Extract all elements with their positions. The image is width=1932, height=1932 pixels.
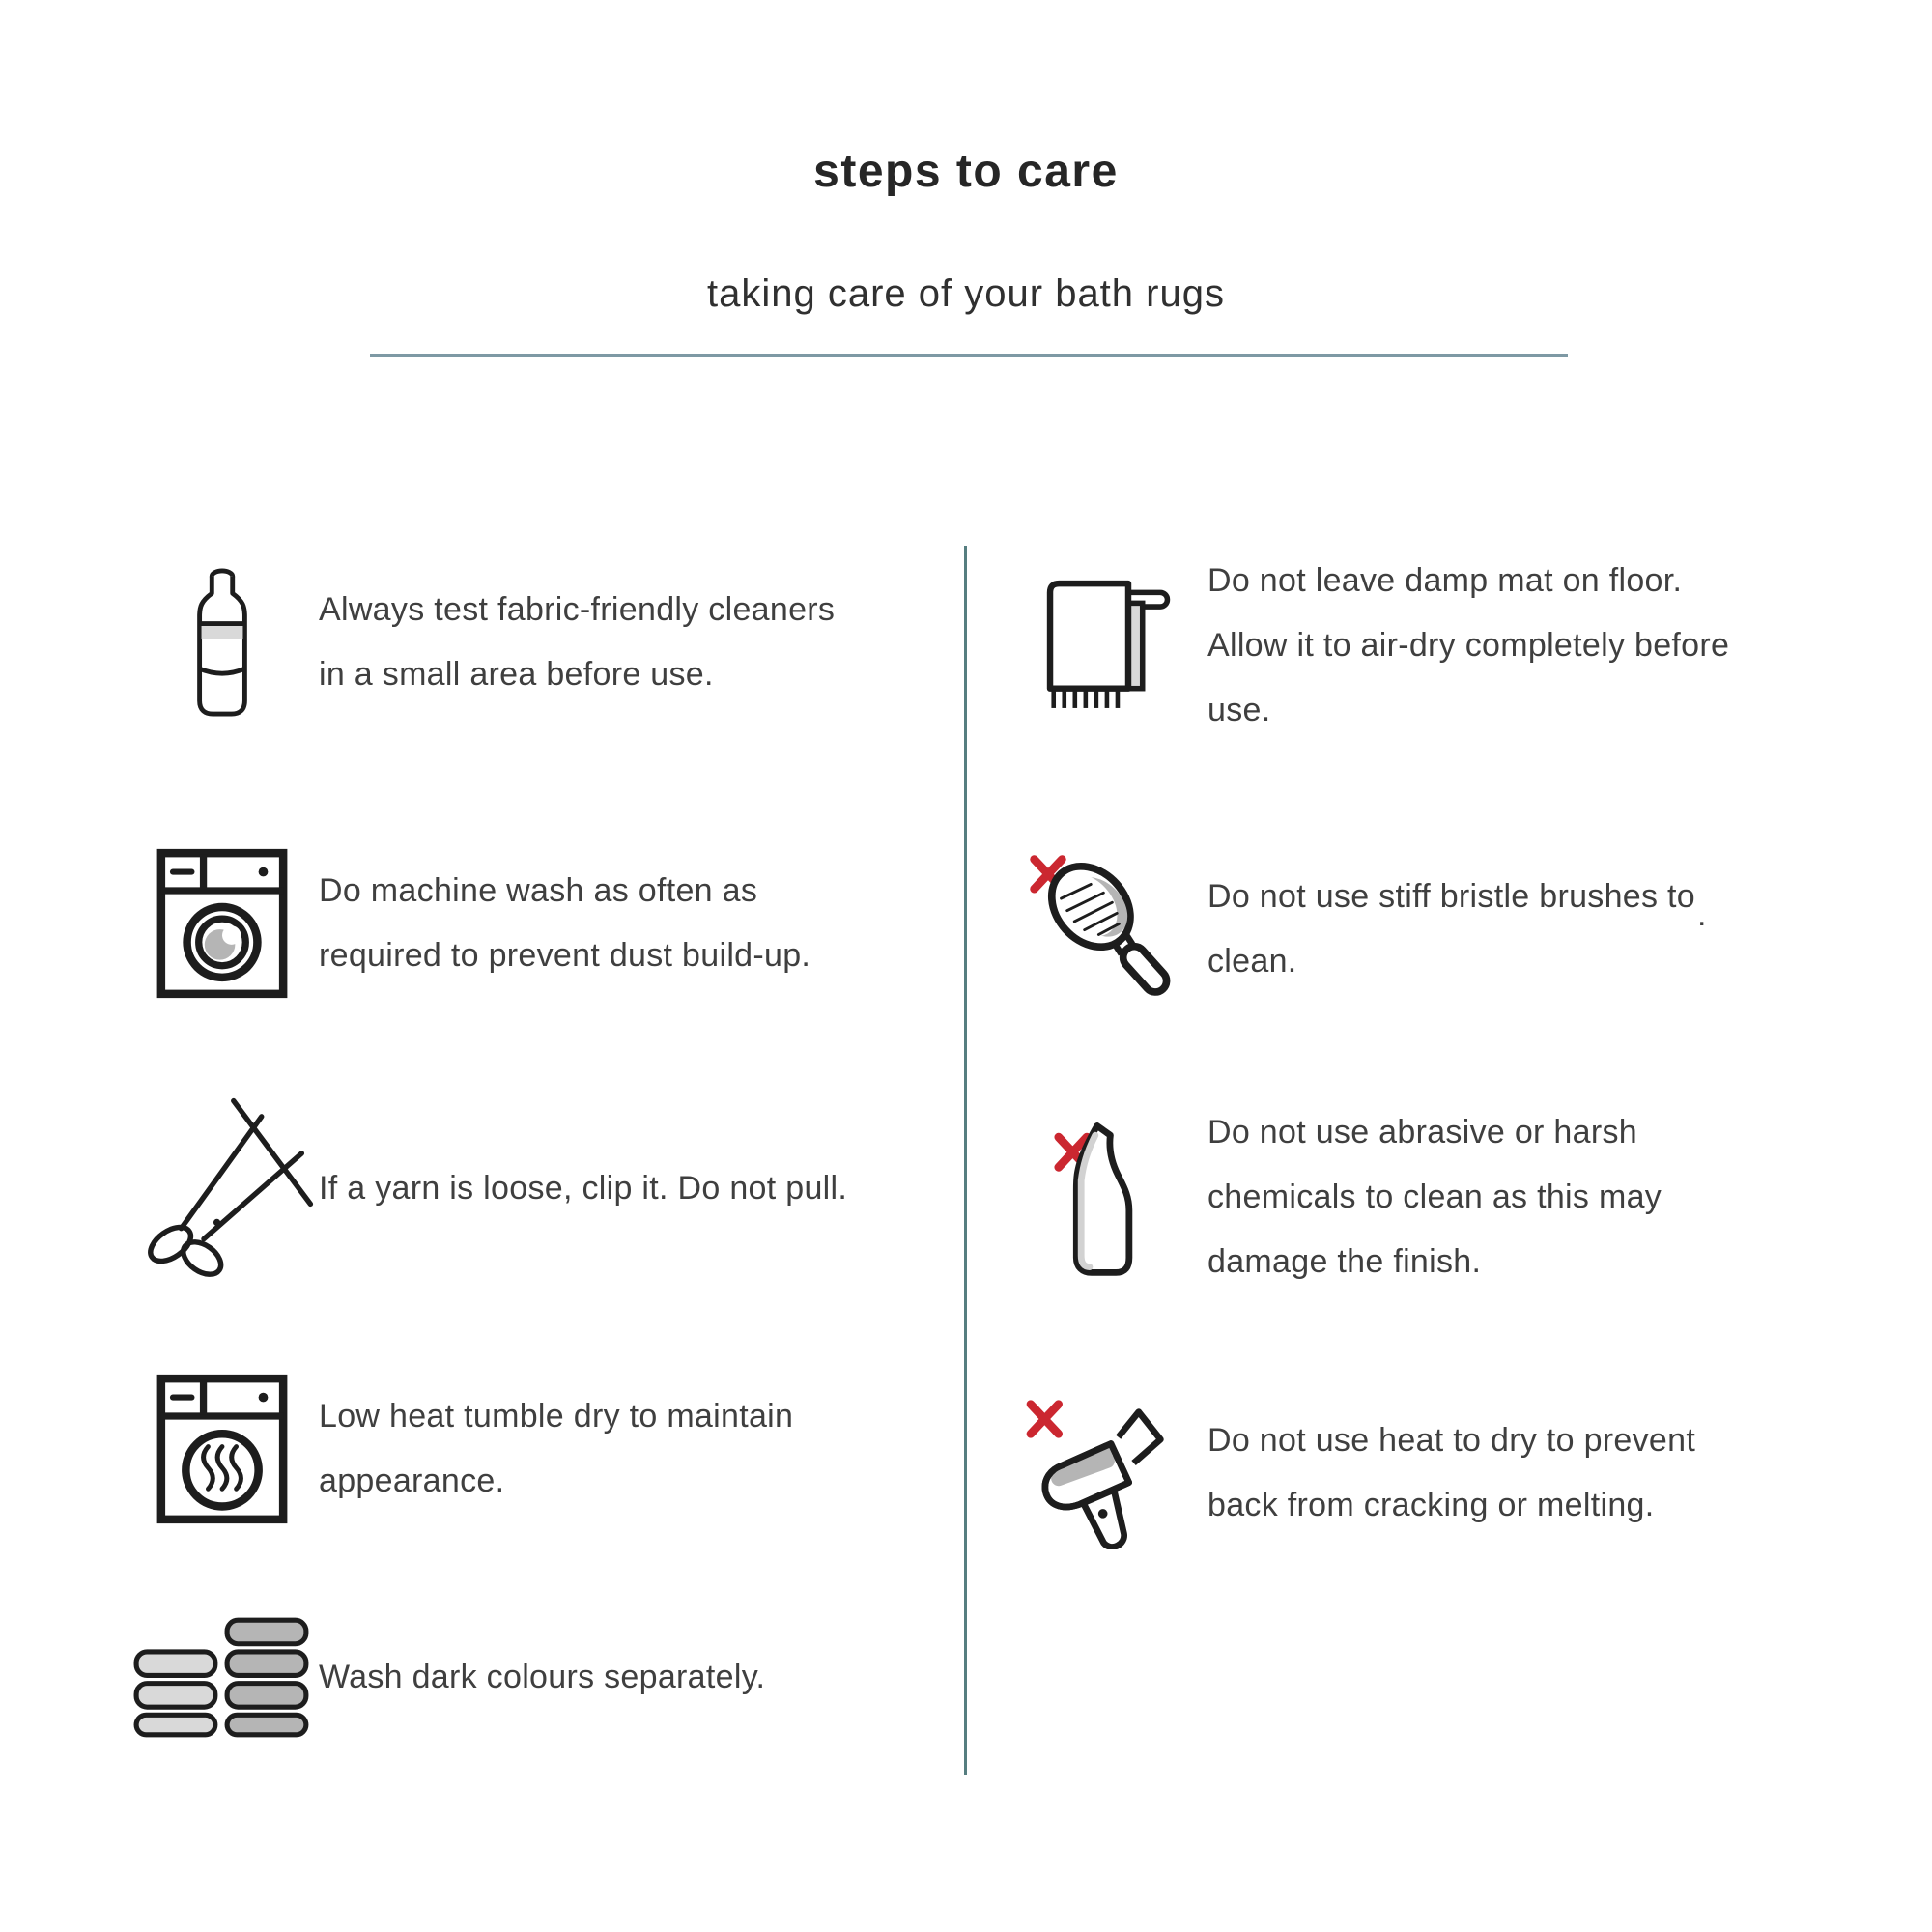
text-line: required to prevent dust build-up. [319,937,811,974]
care-step-no-heat-dry [1005,1397,1922,1549]
text-line: chemicals to clean as this may [1208,1178,1662,1215]
care-step-machine-wash [126,846,966,1001]
stray-dot: . [1697,896,1707,933]
chemical-bottle-icon [1005,1114,1208,1280]
text-line: in a small area before use. [319,656,714,693]
bristle-brush-icon [1005,848,1208,1010]
care-step-clip-yarn [126,1094,966,1283]
text-line: appearance. [319,1463,505,1499]
cleaner-bottle-icon [126,567,319,718]
care-step-tumble-dry [126,1372,966,1526]
care-step-wash-dark-separately [126,1613,966,1741]
text-line: use. [1208,692,1271,728]
washing-machine-icon [126,848,319,999]
page-subtitle: taking care of your bath rugs [707,272,1225,315]
hanging-mat-icon [1005,573,1208,720]
text-line: Do not use abrasive or harsh [1208,1113,1637,1151]
care-step-no-stiff-brush [1005,846,1922,1012]
care-step-no-damp-mat [1005,547,1922,745]
care-step-text [1208,865,1695,994]
care-step-text [319,578,835,707]
page-title: steps to care [813,146,1119,197]
hair-dryer-icon [1005,1397,1208,1549]
care-step-text [1208,1100,1662,1294]
header-divider [370,354,1568,357]
care-step-text [319,1645,765,1710]
text-line: back from cracking or melting. [1208,1487,1655,1523]
care-step-text [319,1384,793,1514]
tumble-dryer-icon [126,1374,319,1524]
text-line: Allow it to air-dry completely before [1208,627,1730,664]
scissors-icon [126,1097,319,1281]
care-step-text [319,859,810,988]
care-step-text [1208,1408,1695,1538]
text-line: damage the finish. [1208,1242,1482,1280]
text-line: Do not leave damp mat on floor. [1208,562,1683,599]
care-step-no-harsh-chemicals [1005,1094,1922,1299]
care-step-text [319,1156,847,1221]
text-line: Do not use stiff bristle brushes to [1208,878,1696,915]
folded-towels-icon [126,1617,319,1738]
care-step-test-cleaners [126,565,966,720]
text-line: If a yarn is loose, clip it. Do not pull. [319,1170,848,1207]
text-line: Do not use heat to dry to prevent [1208,1422,1696,1459]
text-line: Wash dark colours separately. [319,1658,766,1695]
text-line: clean. [1208,943,1297,980]
prohibit-x-icon [1031,1405,1059,1435]
care-step-text [1208,549,1729,743]
text-line: Always test fabric-friendly cleaners [319,591,836,628]
text-line: Low heat tumble dry to maintain [319,1398,794,1435]
text-line: Do machine wash as often as [319,872,758,909]
